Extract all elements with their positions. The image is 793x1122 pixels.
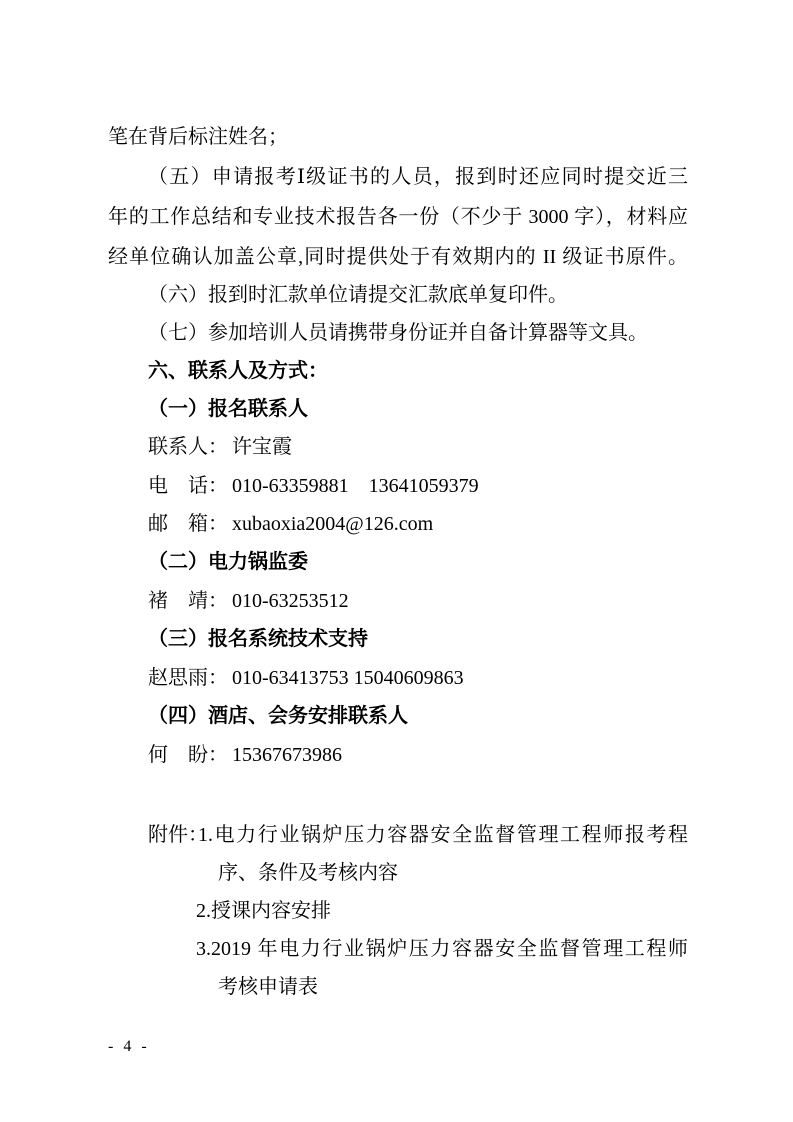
- contact-label: 赵思雨：: [148, 667, 228, 689]
- contact-entry: [148, 435, 292, 459]
- carryover-line: 笔在背后标注姓名；: [108, 126, 288, 148]
- contact-entry: [148, 512, 433, 536]
- attachment-item-1-line-2: 序、条件及考核内容: [218, 862, 398, 884]
- attachment-item-3-line-2: 考核申请表: [218, 976, 318, 998]
- contact-label: 邮 箱：: [148, 513, 228, 535]
- contact-value: 010-63253512: [232, 590, 349, 612]
- attachment-item-3-line-1: 3.2019 年电力行业锅炉压力容器安全监督管理工程师: [196, 938, 688, 960]
- requirement-7-line: （七）参加培训人员请携带身份证并自备计算器等文具。: [148, 322, 648, 344]
- contact-value: 许宝霞: [232, 436, 292, 458]
- requirement-5-line-3: 经单位确认加盖公章,同时提供处于有效期内的 II 级证书原件。: [108, 246, 688, 268]
- contact-label: 褚 靖：: [148, 590, 228, 612]
- contact-value: 010-63413753 15040609863: [232, 667, 464, 689]
- attachment-item-2: 2.授课内容安排: [196, 900, 331, 922]
- attachments-label: 附件：: [148, 824, 208, 846]
- requirement-5-line-1: （五）申请报考Ⅰ级证书的人员，报到时还应同时提交近三: [148, 166, 688, 188]
- page-number: - 4 -: [108, 1038, 150, 1055]
- contact-group-heading: （二）电力锅监委: [148, 551, 308, 573]
- contact-label: 联系人：: [148, 436, 228, 458]
- contact-entry: [148, 589, 349, 613]
- contact-group-heading: （一）报名联系人: [148, 398, 308, 420]
- contact-value: 15367673986: [232, 744, 342, 766]
- attachment-item-1-line-1: 1.电力行业锅炉压力容器安全监督管理工程师报考程: [198, 824, 688, 846]
- contact-value: 010-63359881 13641059379: [232, 475, 479, 497]
- contact-entry: [148, 666, 464, 690]
- contact-label: 何 盼：: [148, 744, 228, 766]
- contact-label: 电 话：: [148, 475, 228, 497]
- section-heading: 六、联系人及方式：: [148, 360, 328, 382]
- contact-value: xubaoxia2004@126.com: [232, 513, 434, 535]
- requirement-6-line: （六）报到时汇款单位请提交汇款底单复印件。: [148, 284, 568, 306]
- contact-group-heading: （三）报名系统技术支持: [148, 628, 368, 650]
- contact-group-heading: （四）酒店、会务安排联系人: [148, 705, 408, 727]
- requirement-5-line-2: 年的工作总结和专业技术报告各一份（不少于 3000 字），材料应: [108, 206, 688, 228]
- contact-entry: [148, 743, 342, 767]
- contact-entry: [148, 474, 479, 498]
